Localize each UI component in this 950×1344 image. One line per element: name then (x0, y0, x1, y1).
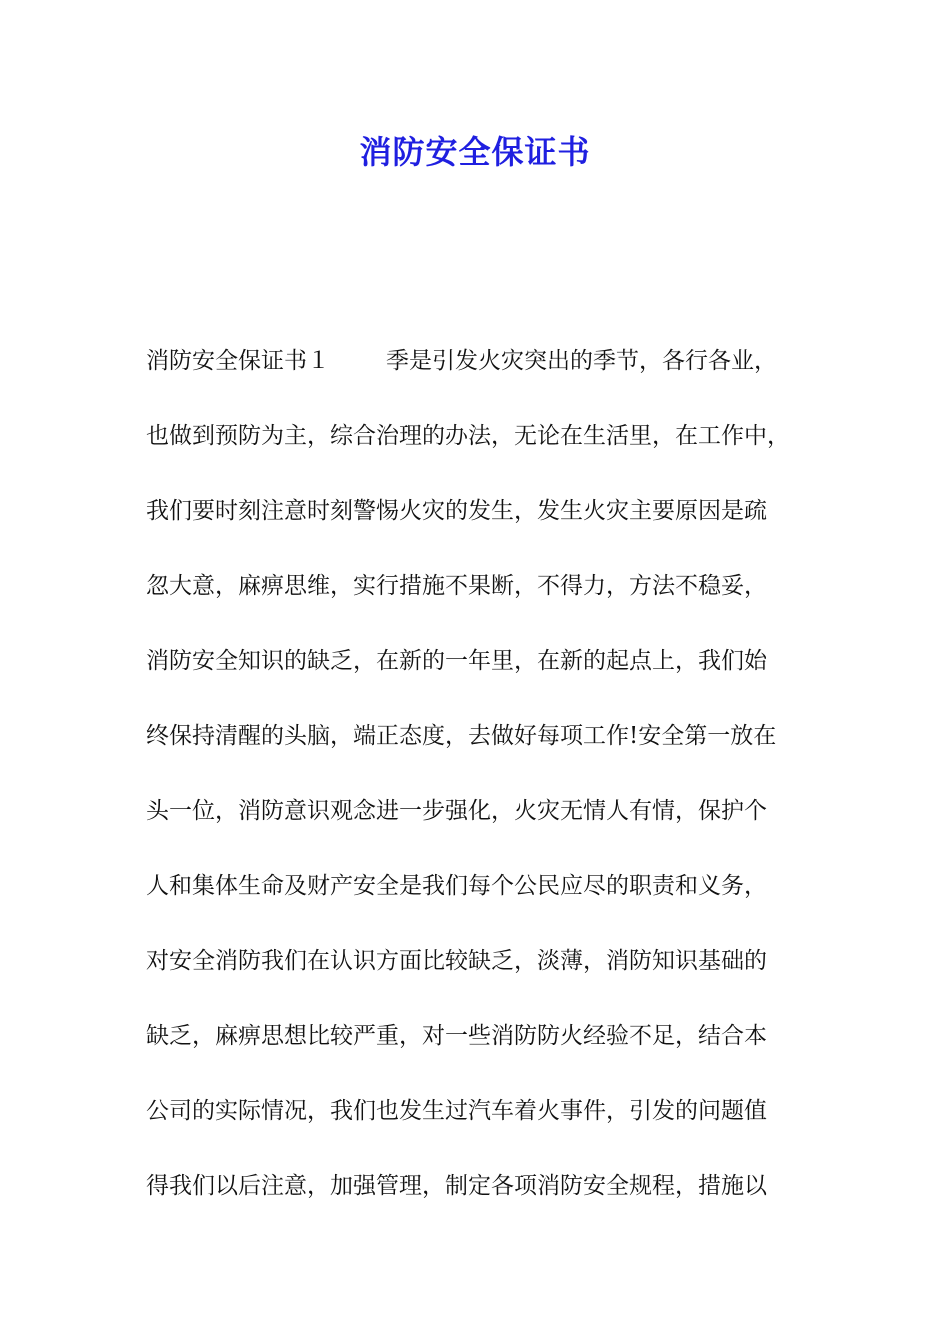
body-line-9: 对安全消防我们在认识方面比较缺乏，淡薄，消防知识基础的 (146, 948, 767, 974)
body-line-text: 季是引发火灾突出的季节，各行各业， (386, 348, 777, 374)
body-line-11: 公司的实际情况，我们也发生过汽车着火事件，引发的问题值 (146, 1098, 767, 1124)
body-line-6: 终保持清醒的头脑，端正态度，去做好每项工作!安全第一放在 (146, 723, 777, 749)
body-line-1 (146, 337, 826, 412)
document-title: 消防安全保证书 (359, 133, 591, 171)
body-line-5: 消防安全知识的缺乏，在新的一年里，在新的起点上，我们始 (146, 648, 767, 674)
document-body (146, 337, 826, 1237)
body-line-3: 我们要时刻注意时刻警惕火灾的发生，发生火灾主要原因是疏 (146, 498, 767, 524)
body-line-4: 忽大意，麻痹思维，实行措施不果断，不得力，方法不稳妥， (146, 573, 767, 599)
body-line-8: 人和集体生命及财产安全是我们每个公民应尽的职责和义务， (146, 873, 767, 899)
body-line-10: 缺乏，麻痹思想比较严重，对一些消防防火经验不足，结合本 (146, 1023, 767, 1049)
body-line-7: 头一位，消防意识观念进一步强化，火灾无情人有情，保护个 (146, 798, 767, 824)
body-line-2: 也做到预防为主，综合治理的办法，无论在生活里，在工作中， (146, 423, 790, 449)
section-heading: 消防安全保证书１ (146, 348, 330, 374)
body-line-12: 得我们以后注意，加强管理，制定各项消防安全规程，措施以 (146, 1173, 767, 1199)
